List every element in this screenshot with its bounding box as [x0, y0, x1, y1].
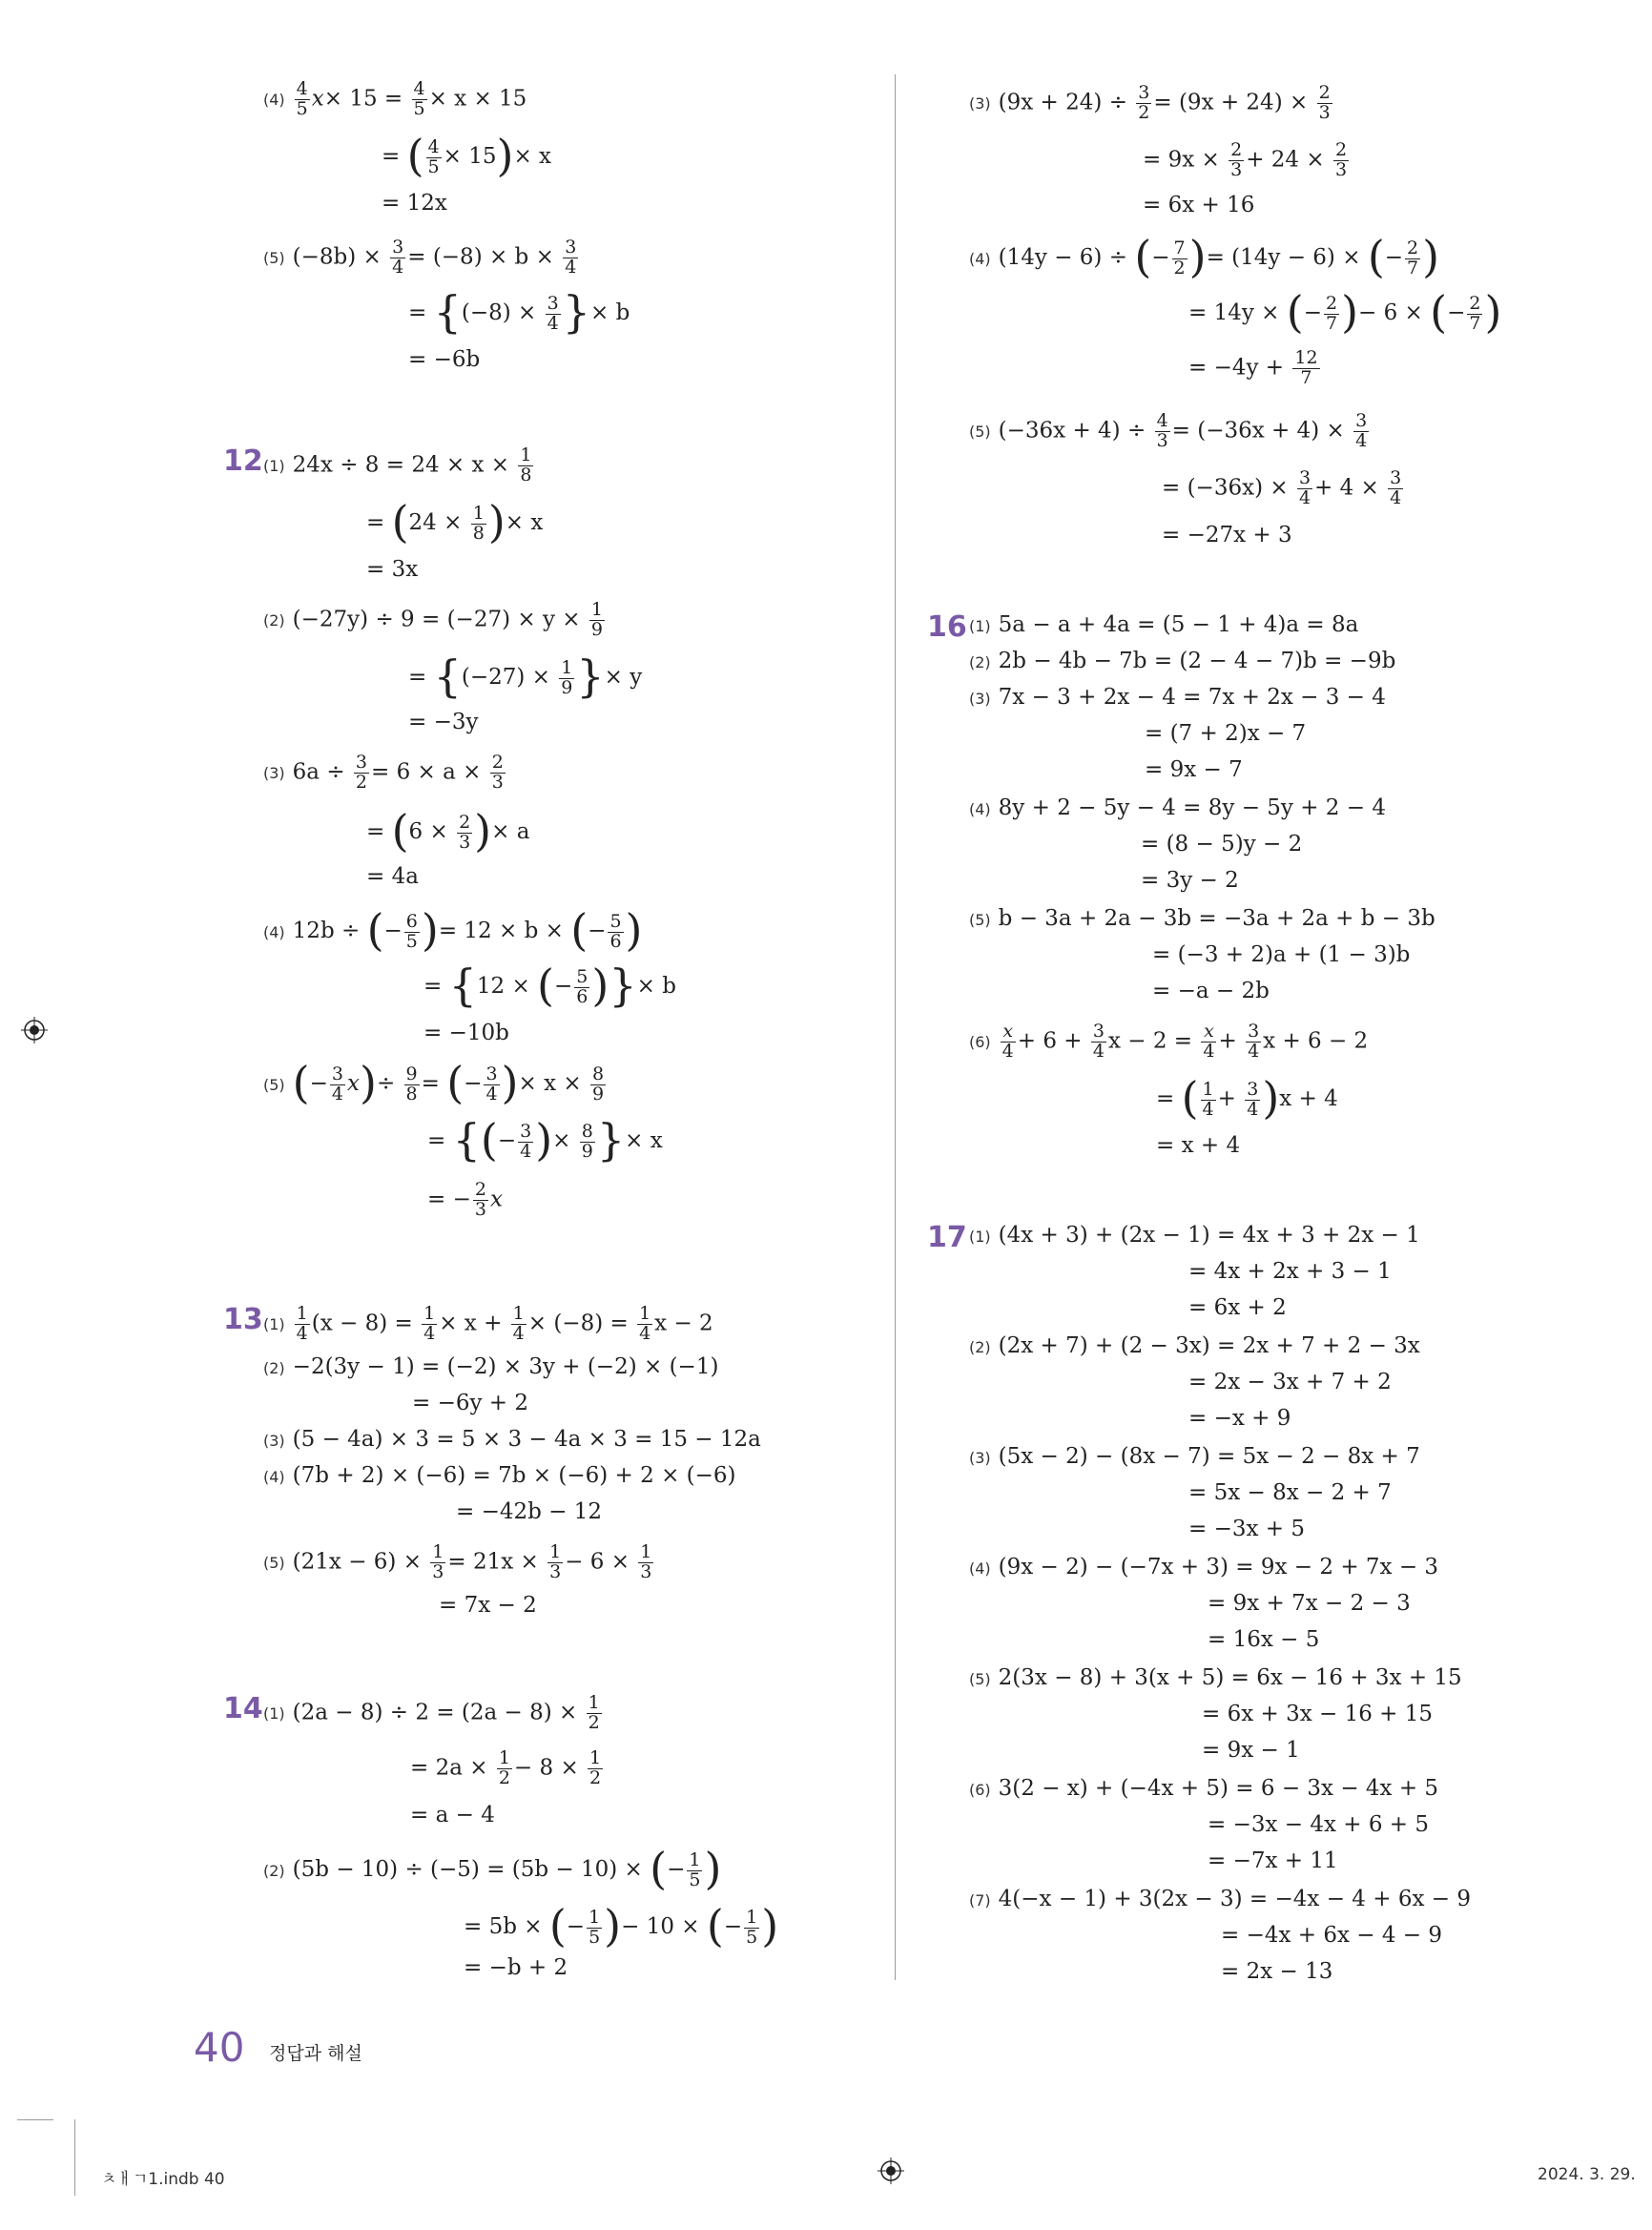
page-label: 정답과 해설 [269, 2043, 362, 2064]
eq-17-7-line2: = −4x + 6x − 4 − 9 [1221, 1923, 1443, 1948]
eq-17-1-line2: = 4x + 2x + 3 − 1 [1188, 1259, 1392, 1284]
fraction: $\frac{3}{4}$ [547, 292, 559, 334]
fraction: $\frac{1}{2}$ [588, 1692, 600, 1733]
section-number-16: 16 [927, 610, 967, 644]
eq-13-2-line2: = −6y + 2 [412, 1391, 529, 1415]
eq-11-4-line1: (4) $\frac{4}{5}$ x× 15 = $\frac{4}{5}$ × x × 15 [263, 78, 527, 119]
eq-17-1-line1: (1) (4x + 3) + (2x − 1) = 4x + 3 + 2x − 1 [969, 1223, 1420, 1248]
fraction: $\frac{1}{3}$ [640, 1541, 652, 1582]
part-label: (6) [969, 1033, 991, 1052]
fraction: $\frac{1}{4}$ [296, 1303, 308, 1344]
part-label: (4) [263, 923, 285, 941]
eq-17-5-line1: (5) 2(3x − 8) + 3(x + 5) = 6x − 16 + 3x + 15 [969, 1665, 1462, 1690]
part-label: (1) [969, 617, 991, 635]
eq-17-7-line1: (7) 4(−x − 1) + 3(2x − 3) = −4x − 4 + 6x − 9 [969, 1887, 1471, 1911]
eq-15-4-line3: = −4y + $\frac{12}{7}$ [1188, 347, 1318, 388]
part-label: (4) [969, 1559, 991, 1578]
fraction: $\frac{2}{3}$ [459, 811, 471, 853]
eq-16-3-line1: (3) 7x − 3 + 2x − 4 = 7x + 2x − 3 − 4 [969, 685, 1386, 710]
fraction: $\frac{3}{2}$ [1138, 82, 1150, 123]
fraction: $\frac{1}{9}$ [561, 656, 573, 698]
eq-16-3-line2: = (7 + 2)x − 7 [1145, 721, 1307, 746]
fraction: $\frac{5}{6}$ [576, 965, 589, 1007]
eq-12-1-line1: (1) 24x ÷ 8 = 24 × x × $\frac{1}{8}$ [263, 444, 532, 485]
column-divider [895, 74, 896, 1980]
eq-12-5-line2: = {(− $\frac{3}{4}$ )× $\frac{8}{9}$ }× x [427, 1114, 663, 1166]
part-label: (2) [969, 653, 991, 671]
eq-17-6-line1: (6) 3(2 − x) + (−4x + 5) = 6 − 3x − 4x + 5 [969, 1776, 1439, 1801]
part-label: (4) [969, 800, 991, 818]
fraction: $\frac{3}{4}$ [485, 1063, 498, 1105]
fraction: $\frac{1}{4}$ [423, 1303, 436, 1344]
eq-11-4-line2: = ( $\frac{4}{5}$ × 15)× x [382, 130, 552, 181]
fraction: $\frac{2}{3}$ [1318, 82, 1331, 123]
eq-12-5-line3: = − $\frac{2}{3}$ x [427, 1179, 503, 1220]
crop-mark [74, 2119, 75, 2196]
fraction: $\frac{3}{4}$ [1355, 410, 1368, 451]
eq-15-3-line2: = 9x × $\frac{2}{3}$ + 24 × $\frac{2}{3}$ [1143, 139, 1348, 180]
fraction: $\frac{1}{5}$ [689, 1848, 701, 1890]
eq-16-6-line3: = x + 4 [1156, 1133, 1241, 1158]
eq-14-1-line2: = 2a × $\frac{1}{2}$ − 8 × $\frac{1}{2}$ [410, 1747, 602, 1788]
eq-14-2-line2: = 5b × (− $\frac{1}{5}$ )− 10 × (− $\frac{1}{5}$ ) [464, 1900, 779, 1951]
part-label: (5) [969, 1670, 991, 1688]
page-number: 40 [194, 2024, 245, 2071]
part-label: (2) [263, 611, 285, 630]
part-label: (7) [969, 1891, 991, 1910]
fraction: $\frac{2}{3}$ [1334, 139, 1348, 180]
fraction: $\frac{x}{4}$ [1002, 1021, 1014, 1062]
fraction: $\frac{5}{6}$ [609, 910, 622, 952]
part-label: (1) [263, 1704, 285, 1724]
registration-mark-icon [878, 2158, 904, 2184]
part-label: (3) [263, 764, 285, 783]
eq-16-1: (1) 5a − a + 4a = (5 − 1 + 4)a = 8a [969, 612, 1359, 637]
eq-17-5-line3: = 9x − 1 [1202, 1738, 1300, 1763]
part-label: (5) [263, 1076, 285, 1094]
part-label: (2) [263, 1359, 285, 1377]
part-label: (3) [969, 94, 991, 114]
eq-16-6-line2: = ( $\frac{1}{4}$ + $\frac{3}{4}$ )x + 4 [1156, 1072, 1338, 1124]
footer-file-label: ㅊㅐㄱ1.indb 40 [101, 2170, 225, 2189]
eq-12-3-line1: (3) 6a ÷ $\frac{3}{2}$ = 6 × a × $\frac{2}{3}$ [263, 752, 504, 793]
fraction: $\frac{2}{7}$ [1407, 237, 1419, 279]
eq-17-7-line3: = 2x − 13 [1221, 1959, 1333, 1984]
fraction: $\frac{3}{2}$ [355, 752, 368, 793]
part-label: (2) [263, 1862, 285, 1880]
eq-12-4-line3: = −10b [423, 1021, 509, 1045]
eq-15-3-line1: (3) (9x + 24) ÷ $\frac{3}{2}$ = (9x + 24) × $\frac{2}{3}$ [969, 82, 1331, 123]
eq-11-5-line2: = {(−8) × $\frac{3}{4}$ }× b [408, 286, 630, 338]
eq-12-1-line2: = (24 × $\frac{1}{8}$ )× x [366, 496, 544, 547]
part-label: (4) [263, 91, 285, 110]
part-label: (5) [263, 1554, 285, 1573]
eq-17-4-line1: (4) (9x − 2) − (−7x + 3) = 9x − 2 + 7x − 3 [969, 1555, 1439, 1580]
eq-15-3-line3: = 6x + 16 [1143, 193, 1255, 217]
fraction: $\frac{3}{4}$ [1248, 1021, 1260, 1062]
eq-11-4-line3: = 12x [382, 191, 447, 216]
eq-15-5-line1: (5) (−36x + 4) ÷ $\frac{4}{3}$ = (−36x + 4) × $\frac{3}{4}$ [969, 410, 1368, 451]
eq-12-4-line1: (4) 12b ÷ (− $\frac{6}{5}$ )= 12 × b × (− $\frac{5}{6}$ ) [263, 904, 643, 956]
fraction: $\frac{1}{4}$ [512, 1303, 525, 1344]
fraction: $\frac{1}{5}$ [589, 1906, 601, 1948]
fraction: $\frac{2}{3}$ [491, 752, 504, 793]
fraction: $\frac{3}{4}$ [1298, 467, 1311, 508]
eq-12-1-line3: = 3x [366, 557, 419, 582]
part-label: (6) [969, 1781, 991, 1799]
eq-14-2-line1: (2) (5b − 10) ÷ (−5) = (5b − 10) × (− $\frac{1}{5}$ ) [263, 1843, 722, 1894]
part-label: (4) [263, 1468, 285, 1486]
eq-17-5-line2: = 6x + 3x − 16 + 15 [1202, 1702, 1434, 1726]
fraction: $\frac{9}{8}$ [405, 1063, 418, 1105]
fraction: $\frac{1}{9}$ [590, 599, 603, 640]
part-label: (1) [263, 1315, 285, 1334]
eq-16-5-line3: = −a − 2b [1152, 979, 1270, 1003]
fraction: $\frac{3}{4}$ [565, 237, 577, 278]
eq-17-3-line3: = −3x + 5 [1188, 1517, 1305, 1541]
eq-15-5-line2: = (−36x) × $\frac{3}{4}$ + 4 × $\frac{3}{4}$ [1162, 467, 1402, 508]
eq-12-5-line1: (5) (− $\frac{3}{4}$ x)÷ $\frac{9}{8}$ = (− $\frac{3}{4}$ )× x × $\frac{8}{9}$ [263, 1057, 605, 1108]
eq-17-2-line3: = −x + 9 [1188, 1406, 1291, 1431]
part-label: (5) [969, 911, 991, 929]
fraction: $\frac{4}{5}$ [413, 78, 425, 119]
fraction: $\frac{4}{5}$ [427, 135, 440, 177]
eq-17-3-line2: = 5x − 8x − 2 + 7 [1188, 1480, 1392, 1505]
fraction: $\frac{1}{8}$ [472, 502, 485, 544]
eq-16-2: (2) 2b − 4b − 7b = (2 − 4 − 7)b = −9b [969, 649, 1396, 673]
eq-11-5-line3: = −6b [408, 347, 481, 372]
fraction: $\frac{4}{5}$ [296, 78, 308, 119]
crop-mark [17, 2119, 53, 2120]
fraction: $\frac{7}{2}$ [1173, 237, 1186, 279]
fraction: $\frac{1}{4}$ [639, 1303, 651, 1344]
eq-17-4-line3: = 16x − 5 [1208, 1627, 1320, 1652]
part-label: (1) [263, 457, 285, 476]
eq-16-6-line1: (6) $\frac{x}{4}$ + 6 + $\frac{3}{4}$ x − 2 = $\frac{x}{4}$ + $\frac{3}{4}$ x + 6 − 2 [969, 1021, 1369, 1062]
part-label: (5) [969, 423, 991, 442]
eq-11-5-line1: (5) (−8b) × $\frac{3}{4}$ = (−8) × b × $\frac{3}{4}$ [263, 237, 577, 278]
registration-mark-icon [21, 1017, 48, 1043]
eq-12-2-line2: = {(−27) × $\frac{1}{9}$ }× y [408, 650, 643, 702]
eq-14-1-line1: (1) (2a − 8) ÷ 2 = (2a − 8) × $\frac{1}{2}$ [263, 1692, 600, 1733]
eq-12-2-line1: (2) (−27y) ÷ 9 = (−27) × y × $\frac{1}{9}$ [263, 599, 603, 640]
section-number-14: 14 [223, 1692, 263, 1725]
eq-15-5-line3: = −27x + 3 [1162, 523, 1292, 547]
eq-16-4-line1: (4) 8y + 2 − 5y − 4 = 8y − 5y + 2 − 4 [969, 795, 1386, 820]
fraction: $\frac{3}{4}$ [520, 1120, 532, 1162]
part-label: (3) [263, 1432, 285, 1450]
fraction: $\frac{x}{4}$ [1203, 1021, 1215, 1062]
part-label: (2) [969, 1338, 991, 1356]
eq-13-5-line2: = 7x − 2 [439, 1593, 537, 1618]
part-label: (3) [969, 1449, 991, 1467]
eq-15-4-line2: = 14y × (− $\frac{2}{7}$ )− 6 × (− $\frac{2}{7}$ ) [1188, 286, 1502, 338]
eq-13-5-line1: (5) (21x − 6) × $\frac{1}{3}$ = 21x × $\frac{1}{3}$ − 6 × $\frac{1}{3}$ [263, 1541, 652, 1582]
fraction: $\frac{8}{9}$ [591, 1063, 605, 1105]
eq-17-4-line2: = 9x + 7x − 2 − 3 [1208, 1591, 1411, 1616]
eq-13-1: (1) $\frac{1}{4}$ (x − 8) = $\frac{1}{4}$ × x + $\frac{1}{4}$ × (−8) = $\frac{1}{4}$ x − 2 [263, 1303, 713, 1344]
eq-13-2-line1: (2) −2(3y − 1) = (−2) × 3y + (−2) × (−1) [263, 1354, 719, 1379]
fraction: $\frac{3}{4}$ [1390, 467, 1402, 508]
fraction: $\frac{1}{5}$ [746, 1906, 758, 1948]
eq-16-3-line3: = 9x − 7 [1145, 757, 1243, 782]
eq-14-2-line3: = −b + 2 [464, 1955, 568, 1980]
fraction: $\frac{1}{2}$ [498, 1747, 510, 1788]
fraction: $\frac{8}{9}$ [581, 1120, 593, 1162]
eq-13-4-line2: = −42b − 12 [456, 1499, 603, 1524]
fraction: $\frac{1}{4}$ [1202, 1078, 1214, 1120]
eq-17-6-line2: = −3x − 4x + 6 + 5 [1208, 1812, 1430, 1837]
eq-15-4-line1: (4) (14y − 6) ÷ (− $\frac{7}{2}$ )= (14y − 6) × (− $\frac{2}{7}$ ) [969, 231, 1440, 282]
fraction: $\frac{3}{4}$ [1247, 1078, 1259, 1120]
eq-16-4-line3: = 3y − 2 [1141, 868, 1239, 893]
fraction: $\frac{3}{4}$ [331, 1063, 343, 1105]
part-label: (4) [969, 250, 991, 268]
eq-13-4-line1: (4) (7b + 2) × (−6) = 7b × (−6) + 2 × (−6) [263, 1463, 736, 1488]
eq-17-2-line2: = 2x − 3x + 7 + 2 [1188, 1370, 1392, 1394]
eq-17-2-line1: (2) (2x + 7) + (2 − 3x) = 2x + 7 + 2 − 3x [969, 1333, 1420, 1358]
part-label: (5) [263, 249, 285, 268]
fraction: $\frac{2}{7}$ [1325, 292, 1338, 334]
eq-17-6-line3: = −7x + 11 [1208, 1848, 1338, 1873]
eq-12-4-line2: = {12 × (− $\frac{5}{6}$ )}× b [423, 960, 676, 1011]
eq-12-3-line2: = (6 × $\frac{2}{3}$ )× a [366, 805, 530, 857]
part-label: (1) [969, 1228, 991, 1246]
fraction: $\frac{2}{7}$ [1469, 292, 1481, 334]
fraction: $\frac{1}{8}$ [520, 444, 532, 485]
fraction: $\frac{1}{3}$ [432, 1541, 444, 1582]
eq-17-1-line3: = 6x + 2 [1188, 1295, 1287, 1320]
fraction: $\frac{12}{7}$ [1294, 347, 1318, 388]
eq-16-5-line1: (5) b − 3a + 2a − 3b = −3a + 2a + b − 3b [969, 906, 1435, 931]
eq-16-4-line2: = (8 − 5)y − 2 [1141, 832, 1303, 857]
eq-13-3: (3) (5 − 4a) × 3 = 5 × 3 − 4a × 3 = 15 − 12a [263, 1427, 761, 1452]
footer-date: 2024. 3. 29. [1538, 2165, 1636, 2184]
eq-12-3-line3: = 4a [366, 864, 419, 889]
fraction: $\frac{6}{5}$ [405, 910, 418, 952]
fraction: $\frac{3}{4}$ [1092, 1021, 1105, 1062]
fraction: $\frac{1}{2}$ [589, 1747, 602, 1788]
fraction: $\frac{2}{3}$ [474, 1179, 486, 1220]
eq-14-1-line3: = a − 4 [410, 1803, 495, 1827]
eq-12-2-line3: = −3y [408, 710, 479, 734]
eq-16-5-line2: = (−3 + 2)a + (1 − 3)b [1152, 942, 1411, 967]
part-label: (3) [969, 690, 991, 708]
fraction: $\frac{1}{3}$ [549, 1541, 562, 1582]
fraction: $\frac{2}{3}$ [1230, 139, 1243, 180]
eq-17-3-line1: (3) (5x − 2) − (8x − 7) = 5x − 2 − 8x + 7 [969, 1444, 1420, 1469]
section-number-17: 17 [927, 1221, 967, 1254]
section-number-13: 13 [223, 1303, 263, 1336]
fraction: $\frac{4}{3}$ [1156, 410, 1168, 451]
fraction: $\frac{3}{4}$ [392, 237, 404, 278]
section-number-12: 12 [223, 444, 263, 478]
